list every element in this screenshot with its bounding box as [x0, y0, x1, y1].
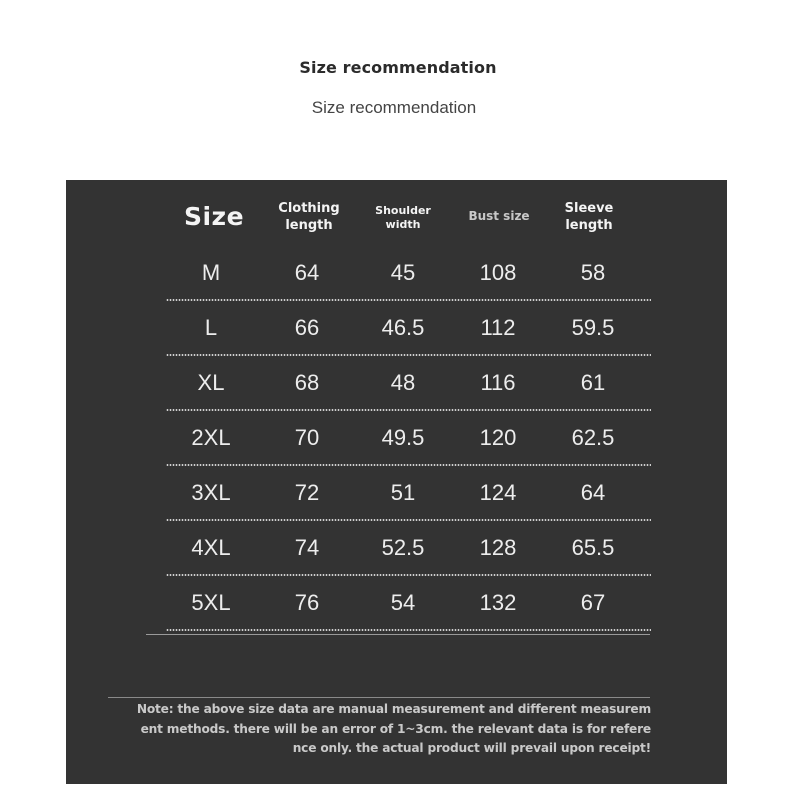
dotted-divider	[166, 354, 651, 356]
cell-sleeve-length: 62.5	[571, 425, 615, 450]
header-clothing-line1: Clothing	[278, 201, 340, 217]
cell-size: XL	[197, 370, 225, 395]
cell-shoulder-width: 45	[390, 260, 416, 285]
cell-bust-size: 112	[480, 315, 516, 340]
dotted-divider	[166, 464, 651, 466]
cell-clothing-length: 70	[294, 425, 320, 450]
cell-clothing-length: 76	[294, 590, 320, 615]
cell-shoulder-width: 49.5	[381, 425, 425, 450]
dotted-divider	[166, 409, 651, 411]
cell-size: 4XL	[191, 535, 231, 560]
header-size	[170, 182, 258, 252]
table-row	[66, 254, 727, 309]
header-shoulder-width	[358, 183, 448, 253]
header-bust-size	[454, 182, 544, 252]
table-bottom-rule	[146, 634, 650, 635]
cell-sleeve-length: 67	[580, 590, 606, 615]
table-row	[66, 309, 727, 364]
header-sleeve-line1: Sleeve	[564, 201, 614, 217]
header-sleeve-length	[544, 183, 634, 253]
header-shoulder-line2: width	[385, 218, 421, 231]
cell-bust-size: 132	[479, 590, 517, 615]
table-row	[66, 529, 727, 584]
dotted-divider	[166, 574, 651, 576]
header-clothing-line2: length	[285, 218, 333, 233]
header-bust-label: Bust size	[468, 209, 530, 224]
cell-size: L	[204, 315, 218, 340]
table-row	[66, 364, 727, 419]
cell-bust-size: 116	[480, 370, 516, 395]
header-sleeve-line2: length	[565, 218, 613, 233]
dotted-divider	[166, 299, 651, 301]
table-row	[66, 419, 727, 474]
cell-clothing-length: 66	[294, 315, 320, 340]
header-shoulder-line1: Shoulder	[375, 203, 431, 217]
cell-sleeve-length: 61	[580, 370, 606, 395]
cell-size: 2XL	[191, 425, 231, 450]
cell-bust-size: 124	[479, 480, 517, 505]
cell-shoulder-width: 54	[390, 590, 416, 615]
cell-clothing-length: 64	[294, 260, 320, 285]
dotted-divider	[166, 629, 651, 631]
cell-sleeve-length: 65.5	[571, 535, 615, 560]
table-row	[66, 474, 727, 529]
size-chart-panel	[66, 180, 727, 784]
cell-clothing-length: 68	[294, 370, 320, 395]
cell-shoulder-width: 46.5	[381, 315, 425, 340]
note-top-rule	[108, 697, 650, 698]
page-subtitle: Size recommendation	[311, 98, 477, 117]
cell-bust-size: 120	[479, 425, 517, 450]
cell-shoulder-width: 52.5	[381, 535, 425, 560]
cell-size: M	[201, 260, 221, 285]
cell-sleeve-length: 58	[580, 260, 606, 285]
page-title: Size recommendation	[299, 58, 497, 77]
cell-shoulder-width: 51	[390, 480, 416, 505]
cell-sleeve-length: 64	[580, 480, 606, 505]
table-row	[66, 584, 727, 639]
cell-clothing-length: 72	[294, 480, 320, 505]
cell-size: 3XL	[191, 480, 231, 505]
cell-bust-size: 108	[479, 260, 517, 285]
dotted-divider	[166, 519, 651, 521]
cell-shoulder-width: 48	[390, 370, 416, 395]
cell-bust-size: 128	[479, 535, 517, 560]
header-clothing-length	[264, 183, 354, 253]
measurement-note: Note: the above size data are manual measurement and different measurement methods. there will be an error of 1~3cm. the relevant data is for reference only. the actual product will prevail upon receipt!	[136, 702, 651, 755]
cell-size: 5XL	[191, 590, 231, 615]
cell-clothing-length: 74	[294, 535, 320, 560]
cell-sleeve-length: 59.5	[571, 315, 615, 340]
header-size-label: Size	[183, 201, 245, 231]
